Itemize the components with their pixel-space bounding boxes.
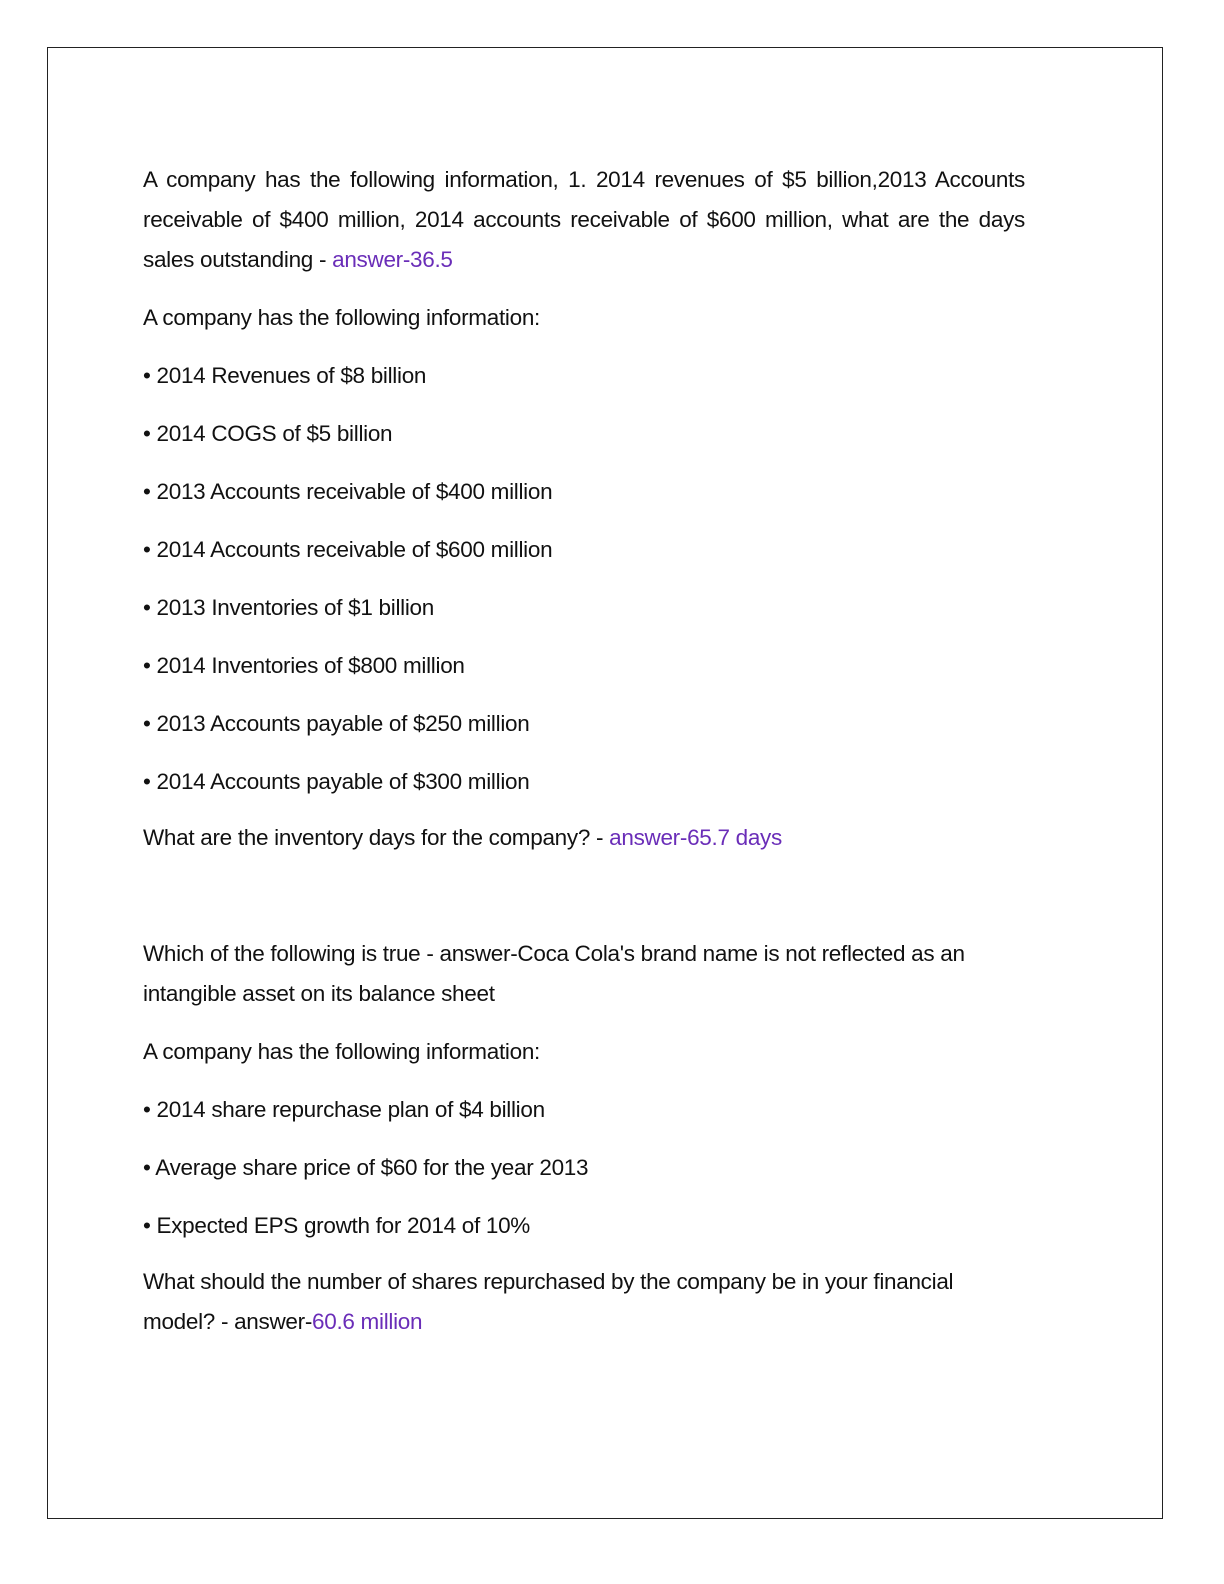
- repurchase-info-list: [143, 1090, 1025, 1246]
- question-inventory-days: [143, 818, 1025, 858]
- list-item: • 2014 COGS of $5 billion: [143, 421, 393, 446]
- question-dso: [143, 160, 1025, 280]
- question-brand-name: Which of the following is true - answer-Coca Cola's brand name is not reflected as an intangible asset on its balance sheet: [143, 941, 965, 1006]
- question-dso-text: A company has the following information, 1. 2014 revenues of $5 billion,2013 Accounts receivable of $400 million, 2014 accounts receivable of $600 million, what are the days sales outstanding -: [143, 167, 1025, 272]
- question-shares-repurchased: [143, 1262, 1025, 1342]
- list-item: • Expected EPS growth for 2014 of 10%: [143, 1213, 531, 1238]
- list-item: • 2014 Accounts receivable of $600 million: [143, 537, 553, 562]
- list-item: • 2013 Inventories of $1 billion: [143, 595, 434, 620]
- answer-dso: answer-36.5: [332, 247, 453, 272]
- list-item: • 2013 Accounts payable of $250 million: [143, 711, 530, 736]
- answer-shares-repurchased: 60.6 million: [312, 1309, 423, 1334]
- question-inventory-days-text: What are the inventory days for the company? -: [143, 825, 610, 850]
- list-item: • Average share price of $60 for the year 2013: [143, 1155, 589, 1180]
- question-shares-repurchased-text: What should the number of shares repurchased by the company be in your financial model? - answer-: [143, 1269, 954, 1334]
- list-item: • 2014 share repurchase plan of $4 billion: [143, 1097, 545, 1122]
- list-item: • 2013 Accounts receivable of $400 million: [143, 479, 553, 504]
- answer-inventory-days: answer-65.7 days: [609, 825, 782, 850]
- list-item: • 2014 Inventories of $800 million: [143, 653, 465, 678]
- document-content: [143, 160, 1025, 1342]
- question-repurchase-intro: A company has the following information:: [143, 1039, 540, 1064]
- list-item: • 2014 Accounts payable of $300 million: [143, 769, 530, 794]
- question-inventory-intro: A company has the following information:: [143, 305, 540, 330]
- inventory-info-list: [143, 356, 1025, 802]
- list-item: • 2014 Revenues of $8 billion: [143, 363, 427, 388]
